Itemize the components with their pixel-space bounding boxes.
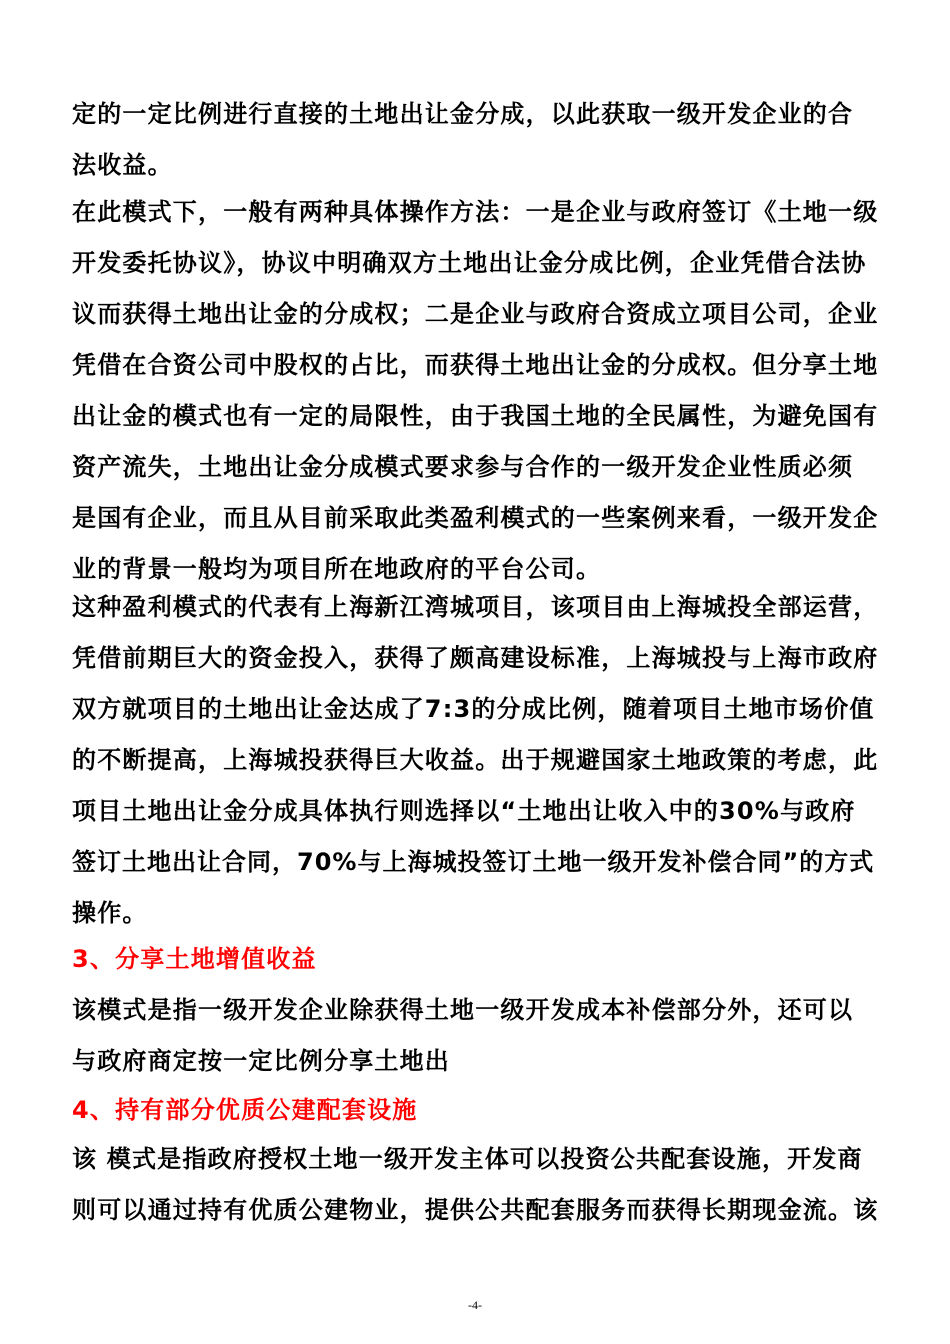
text-line: 议而获得土地出让金的分成权；二是企业与政府合资成立项目公司，企业 (72, 300, 879, 328)
text-line: 的不断提高，上海城投获得巨大收益。出于规避国家土地政策的考虑，此 (72, 746, 879, 774)
paragraph-shanghai-example (72, 582, 878, 939)
text-line: 该 模式是指政府授权土地一级开发主体可以投资公共配套设施，开发商 (72, 1145, 863, 1173)
text-line: 这种盈利模式的代表有上海新江湾城项目，该项目由上海城投全部运营， (72, 593, 879, 621)
text-line: 凭借在合资公司中股权的占比，而获得土地出让金的分成权。但分享土地 (72, 351, 879, 379)
text-line: 是国有企业，而且从目前采取此类盈利模式的一些案例来看，一级开发企 (72, 504, 879, 532)
text-line: 开发委托协议》，协议中明确双方土地出让金分成比例，企业凭借合法协 (72, 249, 867, 277)
paragraph-operation-methods (72, 187, 878, 595)
text-line: 资产流失，土地出让金分成模式要求参与合作的一级开发企业性质必须 (72, 453, 854, 481)
text-line: 在此模式下，一般有两种具体操作方法：一是企业与政府签订《土地一级 (72, 198, 879, 226)
text-line: 项目土地出让金分成具体执行则选择以“土地出让收入中的30%与政府 (72, 797, 856, 825)
text-line: 凭借前期巨大的资金投入，获得了颇高建设标准，上海城投与上海市政府 (72, 644, 879, 672)
paragraph-public-facilities (72, 1134, 878, 1236)
page-number: -4- (468, 1298, 482, 1312)
text-line: 则可以通过持有优质公建物业，提供公共配套服务而获得长期现金流。该 (72, 1196, 879, 1224)
text-line: 法收益。 (72, 151, 173, 179)
text-line: 签订土地出让合同，70%与上海城投签订土地一级开发补偿合同”的方式 (72, 848, 875, 876)
section-heading: 4、持有部分优质公建配套设施 (72, 1096, 418, 1124)
text-line: 该模式是指一级开发企业除获得土地一级开发成本补偿部分外，还可以 (72, 996, 854, 1024)
text-line: 与政府商定按一定比例分享土地出 (72, 1047, 450, 1075)
text-line: 操作。 (72, 899, 148, 927)
text-line: 双方就项目的土地出让金达成了7:3的分成比例，随着项目土地市场价值 (72, 695, 875, 723)
section-heading: 3、分享土地增值收益 (72, 945, 317, 973)
section-heading-3 (72, 934, 878, 985)
paragraph-intro (72, 89, 878, 191)
paragraph-value-sharing (72, 985, 878, 1087)
section-heading-4 (72, 1085, 878, 1136)
text-line: 定的一定比例进行直接的土地出让金分成，以此获取一级开发企业的合 (72, 100, 854, 128)
text-line: 出让金的模式也有一定的局限性，由于我国土地的全民属性，为避免国有 (72, 402, 879, 430)
text-line: 业的背景一般均为项目所在地政府的平台公司。 (72, 555, 602, 583)
